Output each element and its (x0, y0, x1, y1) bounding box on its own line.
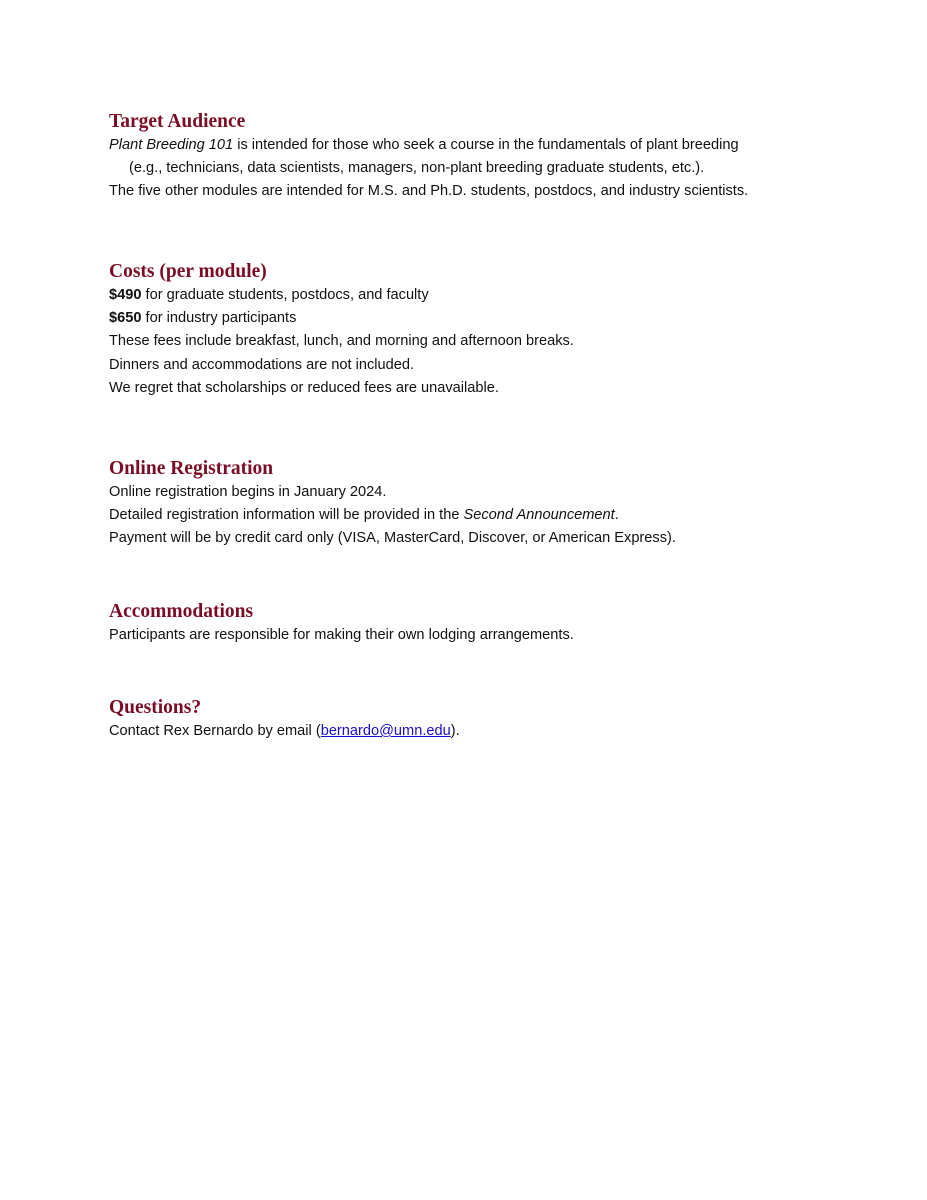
registration-details-post: . (614, 507, 619, 524)
cost-line-graduate (109, 284, 574, 307)
questions-contact-post: ). (450, 723, 460, 739)
section-online-registration (109, 456, 676, 551)
heading-costs: Costs (per module) (109, 261, 267, 282)
section-questions (109, 695, 460, 743)
questions-contact-pre: Contact Rex Bernardo by email ( (109, 723, 321, 739)
target-audience-line-1-text: is intended for those who seek a course in the fundamentals of plant breeding (233, 137, 739, 153)
costs-line-scholarships: We regret that scholarships or reduced fees are unavailable. (109, 379, 499, 396)
costs-line-not-included: Dinners and accommodations are not included. (109, 356, 415, 373)
registration-line-payment: Payment will be by credit card only (VISA, MasterCard, Discover, or American Express). (109, 530, 676, 547)
heading-questions: Questions? (109, 697, 202, 718)
price-graduate: $490 (109, 287, 142, 303)
heading-online-registration: Online Registration (109, 458, 274, 479)
costs-line-fees-include: These fees include breakfast, lunch, and morning and afternoon breaks. (109, 333, 574, 350)
section-accommodations (109, 599, 574, 647)
second-announcement-title: Second Announcement (463, 507, 615, 524)
email-link[interactable]: bernardo@umn.edu (320, 723, 451, 739)
price-industry: $650 (109, 310, 142, 327)
section-target-audience (109, 109, 748, 204)
price-graduate-desc: for graduate students, postdocs, and faculty (141, 287, 429, 303)
registration-line-details (109, 504, 676, 527)
accommodations-line-1: Participants are responsible for making their own lodging arrangements. (109, 627, 574, 643)
target-audience-line-3: The five other modules are intended for M.S. and Ph.D. students, postdocs, and industry scientists. (109, 183, 749, 200)
target-audience-line-1 (109, 134, 748, 157)
section-costs (109, 259, 574, 400)
cost-line-industry (109, 307, 574, 330)
target-audience-line-2: (e.g., technicians, data scientists, managers, non-plant breeding graduate students, etc.). (129, 160, 705, 177)
price-industry-desc: for industry participants (141, 310, 297, 327)
questions-contact-line (109, 720, 460, 743)
course-title-plant-breeding-101: Plant Breeding 101 (109, 137, 234, 153)
registration-details-pre: Detailed registration information will be provided in the (109, 507, 464, 524)
heading-target-audience: Target Audience (109, 111, 246, 132)
heading-accommodations: Accommodations (109, 601, 254, 622)
registration-line-begins: Online registration begins in January 2024. (109, 484, 387, 500)
